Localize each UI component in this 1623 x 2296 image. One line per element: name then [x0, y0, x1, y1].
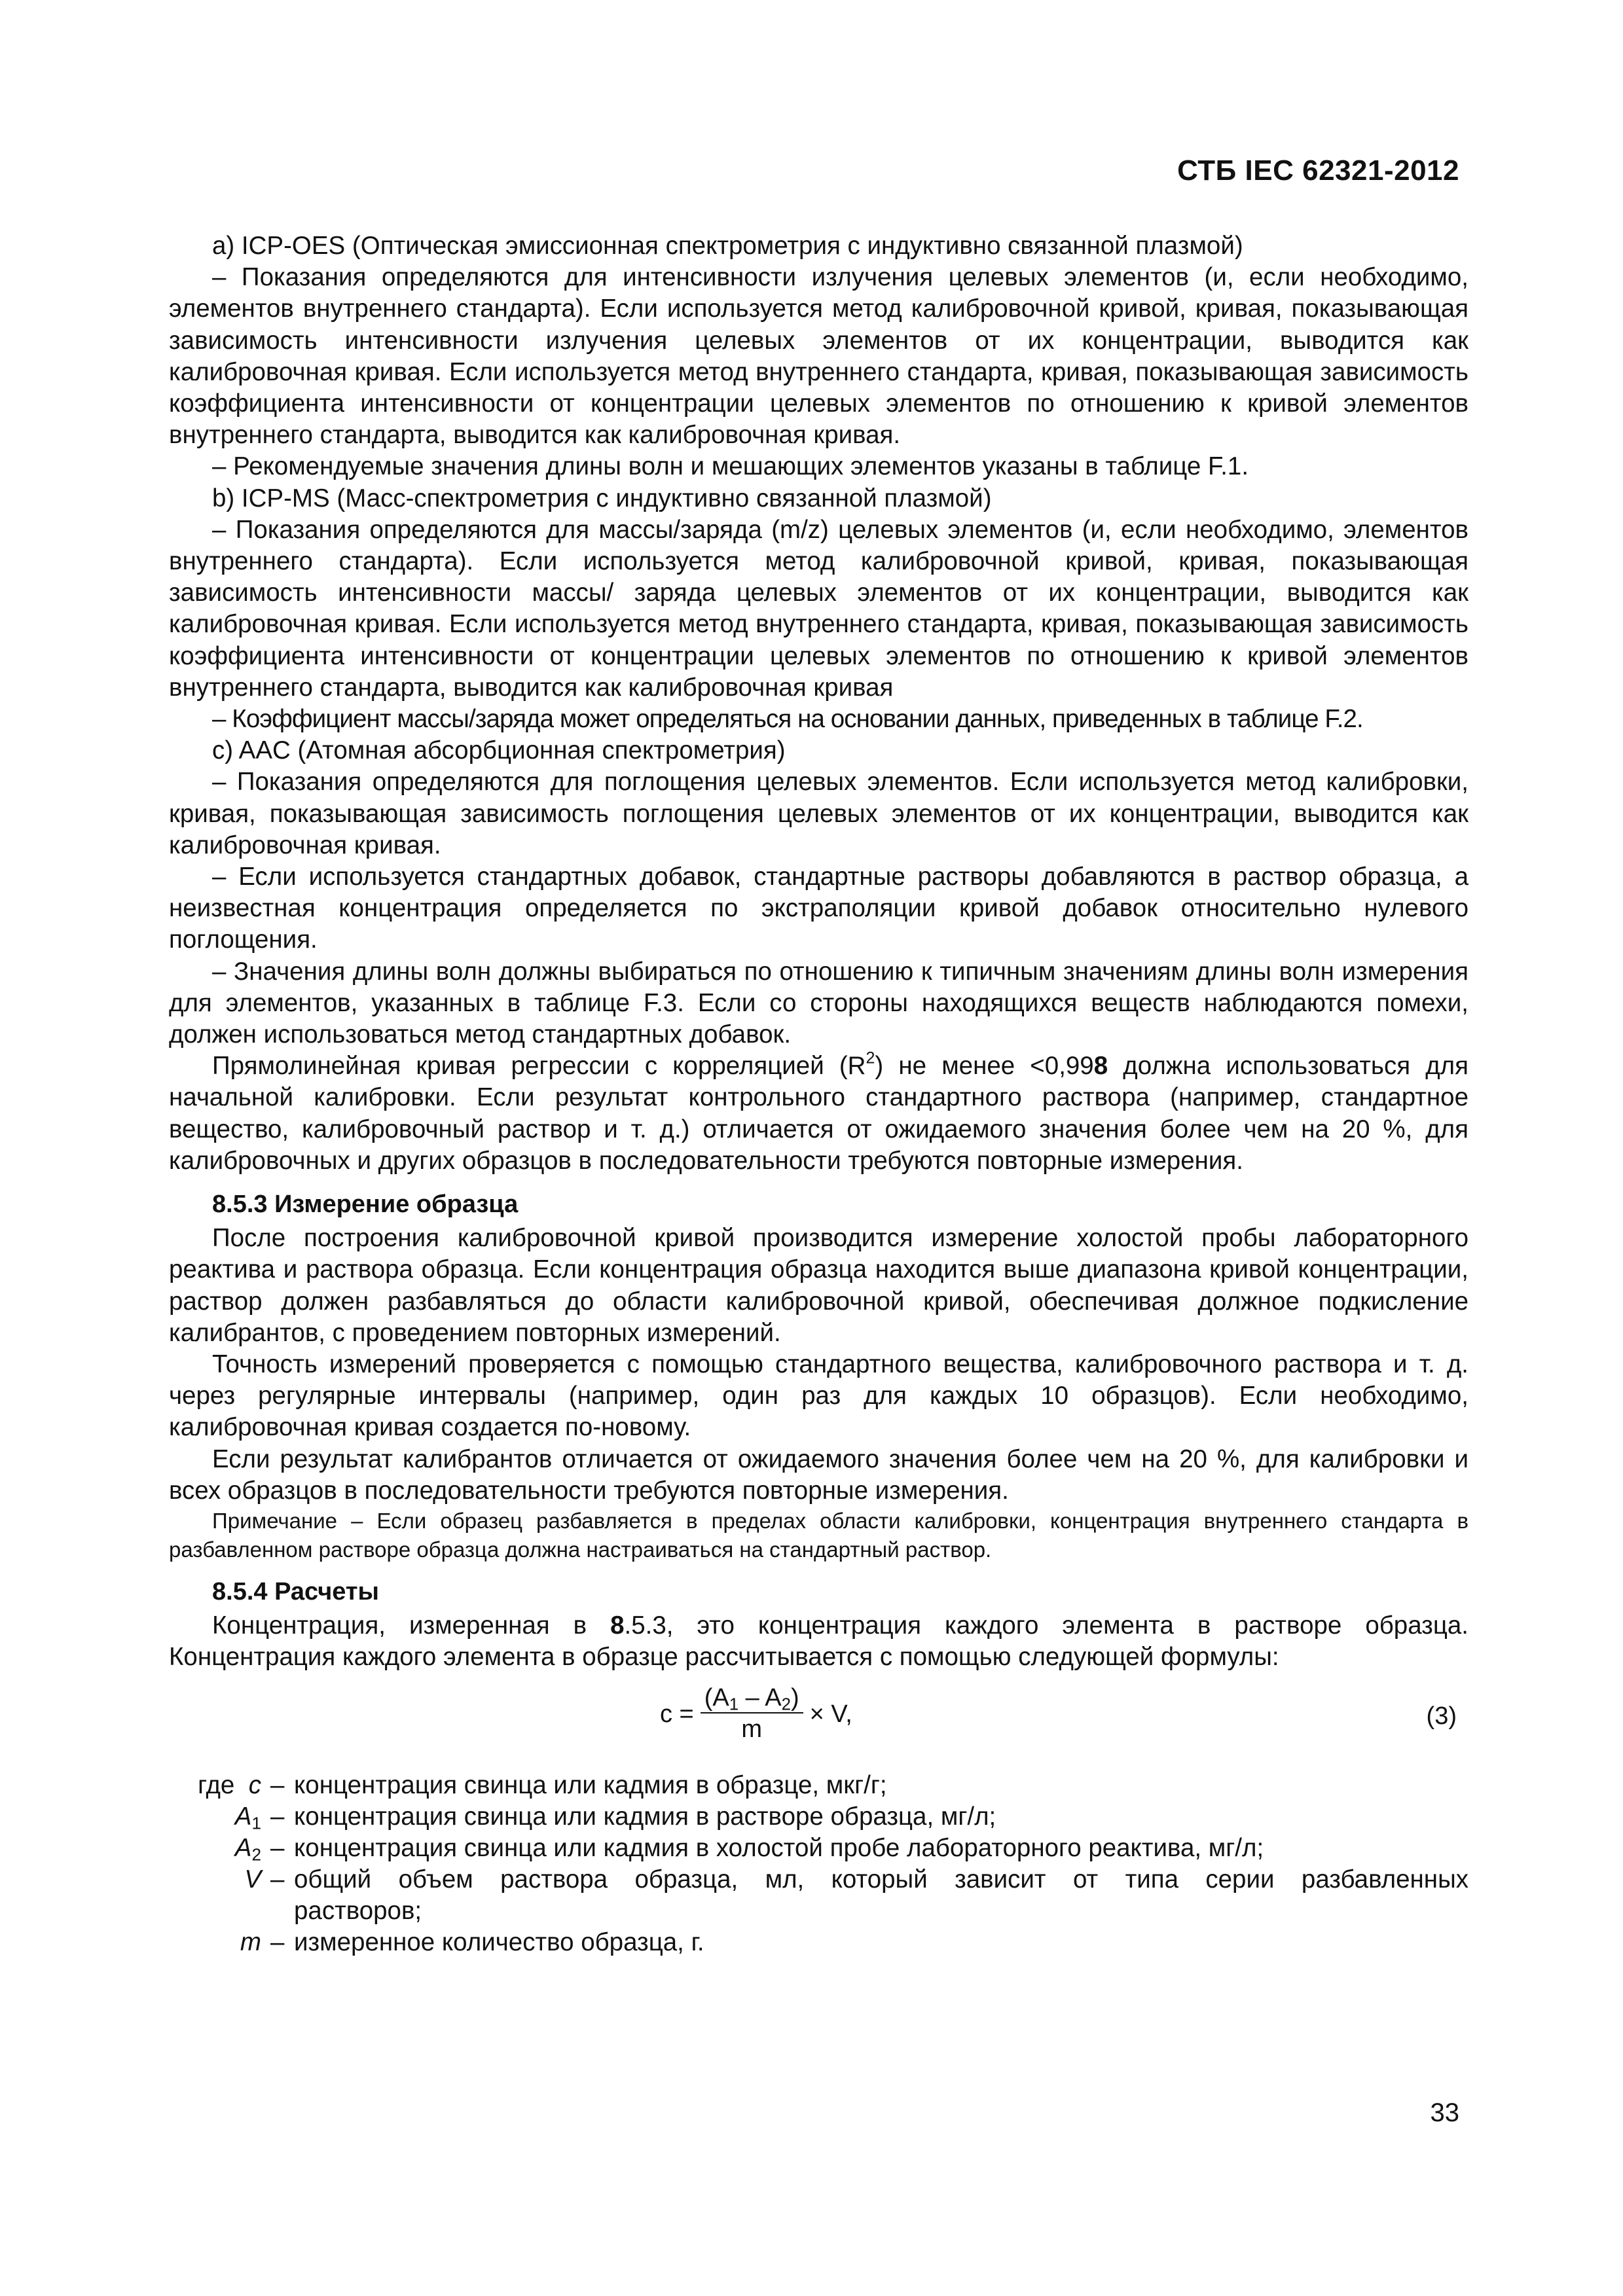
definition-v: V – общий объем раствора образца, мл, который зависит от типа серии разбавленных растворов;: [244, 1865, 1468, 1926]
page-number: 33: [1430, 2098, 1459, 2127]
paragraph-sample-measurement: После построения калибровочной кривой производится измерение холостой пробы лабораторного реактива и раствора образца. Если концентрация образца находится выше диапазона кривой концентрации, раствор должен разбавляться до области калибровочной кривой, обеспечивая должное подкисление калибрантов, с проведением повторных измерений.: [169, 1224, 1468, 1347]
section-heading-8-5-3: 8.5.3 Измерение образца: [212, 1191, 519, 1219]
section-heading-8-5-4: 8.5.4 Расчеты: [212, 1577, 379, 1605]
paragraph-aas-readings: – Показания определяются для поглощения целевых элементов. Если используется метод калибровки, кривая, показывающая зависимость поглощения целевых элементов от их концентрации, выводится как калибровочная кривая.: [169, 768, 1468, 859]
formula-number: (3): [1426, 1702, 1457, 1731]
paragraph-icp-oes-wavelengths: – Рекомендуемые значения длины волн и мешающих элементов указаны в таблице F.1.: [212, 452, 1249, 481]
paragraph-regression: Прямолинейная кривая регрессии с корреляцией $(R^2)$ не менее <0,998 должна использоваться для начальной калибровки. Если результат контрольного стандартного раствора (например, стандартное вещество, калибровочный раствор и т. д.) отличается от ожидаемого значения более чем на 20 %, для калибровочных и других образцов в последовательности требуются повторные измерения.: [169, 1049, 1468, 1175]
definition-m: m – измеренное количество образца, г.: [240, 1928, 704, 1957]
paragraph-concentration-calc: Концентрация, измеренная в 8.5.3, это концентрация каждого элемента в растворе образца. Концентрация каждого элемента в образце рассчитывается с помощью следующей формулы:: [169, 1611, 1468, 1672]
formula-expression: [660, 1683, 852, 1745]
paragraph-icp-ms-heading: b) ICP-MS (Масс-спектрометрия с индуктивно связанной плазмой): [212, 484, 992, 512]
formula-denominator: m: [741, 1715, 763, 1744]
document-body: [169, 230, 1468, 1958]
paragraph-icp-oes-heading: a) ICP-OES (Оптическая эмиссионная спектрометрия с индуктивно связанной плазмой): [212, 232, 1243, 260]
document-code-header: СТБ IEC 62321-2012: [1177, 154, 1459, 187]
formula-rhs: × V,: [809, 1700, 852, 1729]
paragraph-repeat-measurements: Если результат калибрантов отличается от ожидаемого значения более чем на 20 %, для калибровки и всех образцов в последовательности требуются повторные измерения.: [169, 1444, 1468, 1505]
formula-3: [169, 1678, 1468, 1763]
formula-lhs: c =: [660, 1700, 694, 1729]
paragraph-icp-ms-ratio: – Коэффициент массы/заряда может определяться на основании данных, приведенных в таблице F.2.: [212, 705, 1363, 734]
paragraph-aas-heading: c) AAC (Атомная абсорбционная спектрометрия): [212, 736, 786, 765]
formula-numerator: $(A_1 - A_2)$: [701, 1683, 803, 1713]
paragraph-measurement-accuracy: Точность измерений проверяется с помощью стандартного вещества, калибровочного раствора и т. д. через регулярные интервалы (например, один раз для каждых 10 образцов). Если необходимо, калибровочная кривая создается по-новому.: [169, 1350, 1468, 1442]
paragraph-wavelength-selection: – Значения длины волн должны выбираться по отношению к типичным значениям длины волн измерения для элементов, указанных в таблице F.3. Если со стороны находящихся веществ наблюдаются помехи, должен использоваться метод стандартных добавок.: [169, 957, 1468, 1049]
paragraph-standard-additions: – Если используется стандартных добавок, стандартные растворы добавляются в раствор образца, а неизвестная концентрация определяется по экстраполяции кривой добавок относительно нулевого поглощения.: [169, 863, 1468, 954]
definition-a1: $A_1$ – концентрация свинца или кадмия в растворе образца, мг/л;: [234, 1803, 996, 1833]
definition-a2: $A_2$ – концентрация свинца или кадмия в холостой пробе лабораторного реактива, мг/л;: [234, 1834, 1264, 1865]
definition-c: где c – концентрация свинца или кадмия в образце, мкг/г;: [198, 1771, 887, 1800]
formula-fraction: [701, 1683, 803, 1745]
paragraph-icp-oes-readings: – Показания определяются для интенсивности излучения целевых элементов (и, если необходимо, элементов внутреннего стандарта). Если используется метод калибровочной кривой, кривая, показывающая зависимость интенсивности излучения целевых элементов от их концентрации, выводится как калибровочная кривая. Если используется метод внутреннего стандарта, кривая, показывающая зависимость коэффициента интенсивности от концентрации целевых элементов по отношению к кривой элементов внутреннего стандарта, выводится как калибровочная кривая.: [169, 263, 1468, 450]
paragraph-icp-ms-readings: – Показания определяются для массы/заряда (m/z) целевых элементов (и, если необходимо, элементов внутреннего стандарта). Если используется метод калибровочной кривой, кривая, показывающая зависимость интенсивности массы/ заряда целевых элементов от их концентрации, выводится как калибровочная кривая. Если используется метод внутреннего стандарта, кривая, показывающая зависимость коэффициента интенсивности от концентрации целевых элементов по отношению к кривой элементов внутреннего стандарта, выводится как калибровочная кривая: [169, 515, 1468, 702]
variable-definitions: [169, 1770, 1468, 1958]
note-dilution: Примечание – Если образец разбавляется в пределах области калибровки, концентрация внутреннего стандарта в разбавленном растворе образца должна настраиваться на стандартный раствор.: [169, 1508, 1468, 1562]
